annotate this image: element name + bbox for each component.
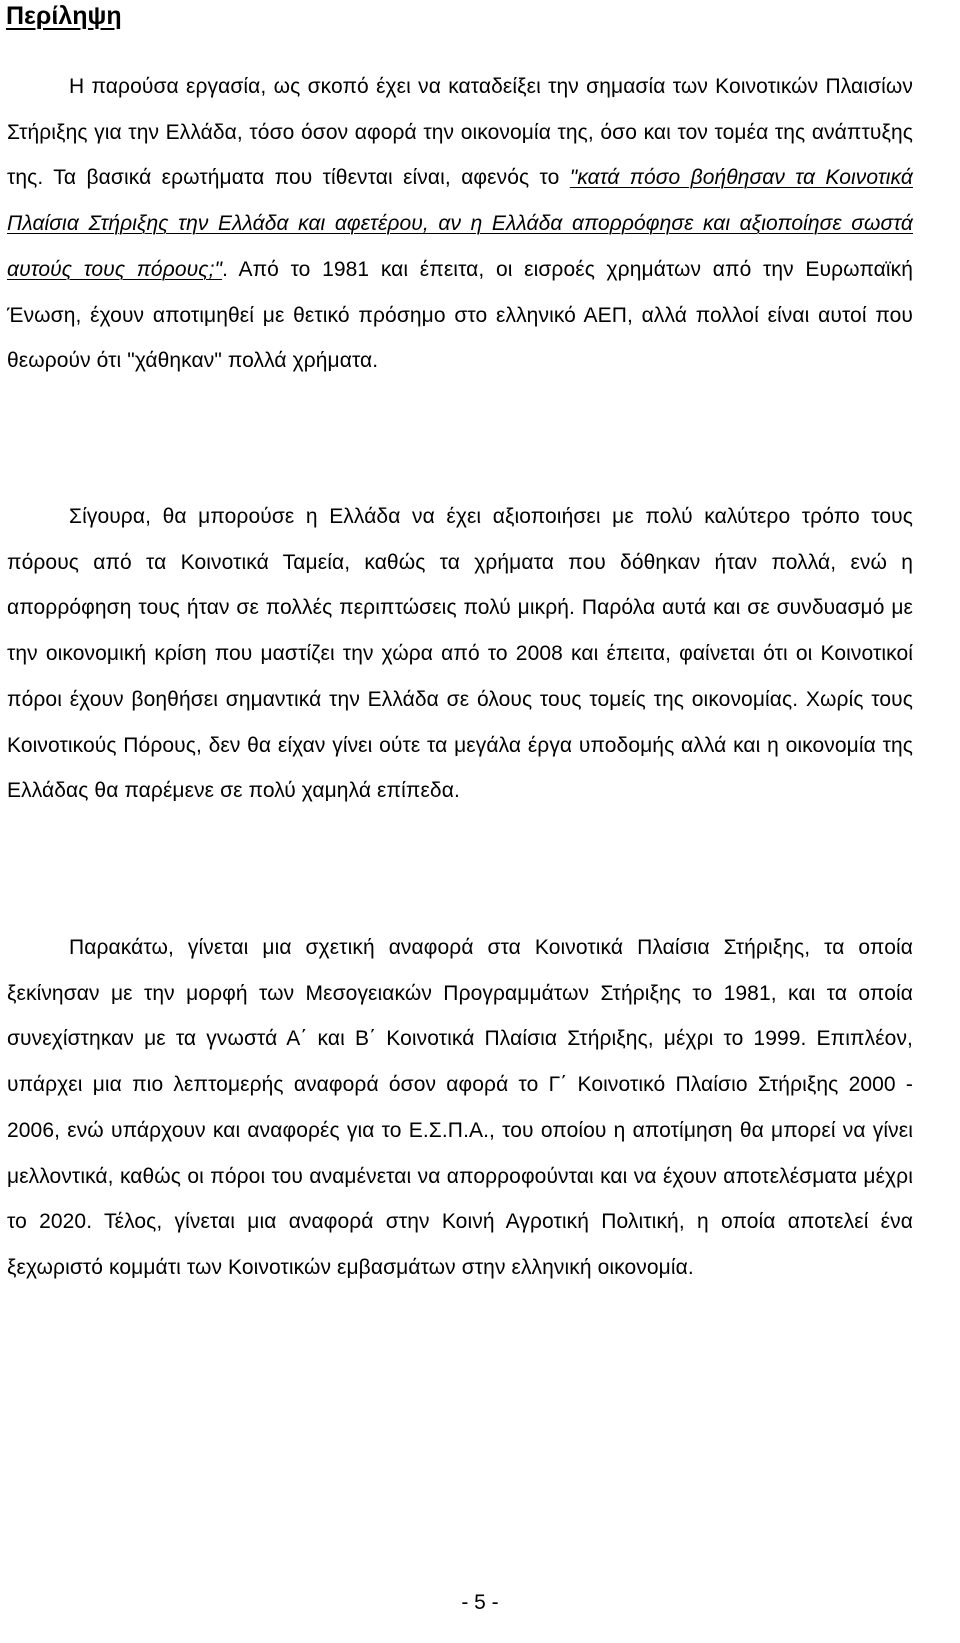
paragraph-assessment: Σίγουρα, θα μπορούσε η Ελλάδα να έχει αξιοποιήσει με πολύ καλύτερο τρόπο τους πόρους από τα Κοινοτικά Ταμεία, καθώς τα χρήματα που δόθηκαν ήταν πολλά, ενώ η απορρόφηση τους ήταν σε πολλές περιπτώσεις πολύ μικρή. Παρόλα αυτά και σε συνδυασμό με την οικονομική κρίση που μαστίζει την χώρα από το 2008 και έπειτα, φαίνεται ότι οι Κοινοτικοί πόροι έχουν βοηθήσει σημαντικά την Ελλάδα σε όλους τους τομείς της οικονομίας. Χωρίς τους Κοινοτικούς Πόρους, δεν θα είχαν γίνει ούτε τα μεγάλα έργα υποδομής αλλά και η οικονομία της Ελλάδας θα παρέμενε σε πολύ χαμηλά επίπεδα. (7, 505, 913, 803)
research-question: "κατά πόσο βοήθησαν τα Κοινοτικά Πλαίσια Στήριξης την Ελλάδα και αφετέρου, αν η Ελλάδα απορρόφησε και αξιοποίησε σωστά αυτούς τους πόρους;" (7, 166, 913, 281)
section-heading: Περίληψη (6, 2, 122, 30)
paragraph-intro-lead: Η παρούσα εργασία, ως σκοπό έχει να καταδείξει την σημασία των Κοινοτικών Πλαισίων Στήριξης για την Ελλάδα, τόσο όσον αφορά την οικονομία της, όσο και τον τομέα της ανάπτυξης της. Τα βασικά ερωτήματα που τίθενται είναι, αφενός το (7, 75, 913, 190)
page-number: - 5 - (461, 1591, 499, 1614)
paragraph-intro-rest: . Από το 1981 και έπειτα, οι εισροές χρημάτων από την Ευρωπαϊκή Ένωση, έχουν αποτιμηθεί με θετικό πρόσημο στο ελληνικό ΑΕΠ, αλλά πολλοί είναι αυτοί που θεωρούν ότι "χάθηκαν" πολλά χρήματα. (7, 257, 914, 373)
paragraph-overview: Παρακάτω, γίνεται μια σχετική αναφορά στα Κοινοτικά Πλαίσια Στήριξης, τα οποία ξεκίνησαν με την μορφή των Μεσογειακών Προγραμμάτων Στήριξης το 1981, και τα οποία συνεχίστηκαν με τα γνωστά Α΄ και Β΄ Κοινοτικά Πλαίσια Στήριξης, μέχρι το 1999. Επιπλέον, υπάρχει μια πιο λεπτομερής αναφορά όσον αφορά το Γ΄ Κοινοτικό Πλαίσιο Στήριξης 2000 - 2006, ενώ υπάρχουν και αναφορές για το Ε.Σ.Π.Α., του οποίου η αποτίμηση θα μπορεί να γίνει μελλοντικά, καθώς οι πόροι του αναμένεται να απορροφούνται και να έχουν αποτελέσματα μέχρι το 2020. Τέλος, γίνεται μια αναφορά στην Κοινή Αγροτική Πολιτική, η οποία αποτελεί ένα ξεχωριστό κομμάτι των Κοινοτικών εμβασμάτων στην ελληνική οικονομία. (7, 936, 913, 1279)
paragraph-intro (7, 64, 913, 384)
